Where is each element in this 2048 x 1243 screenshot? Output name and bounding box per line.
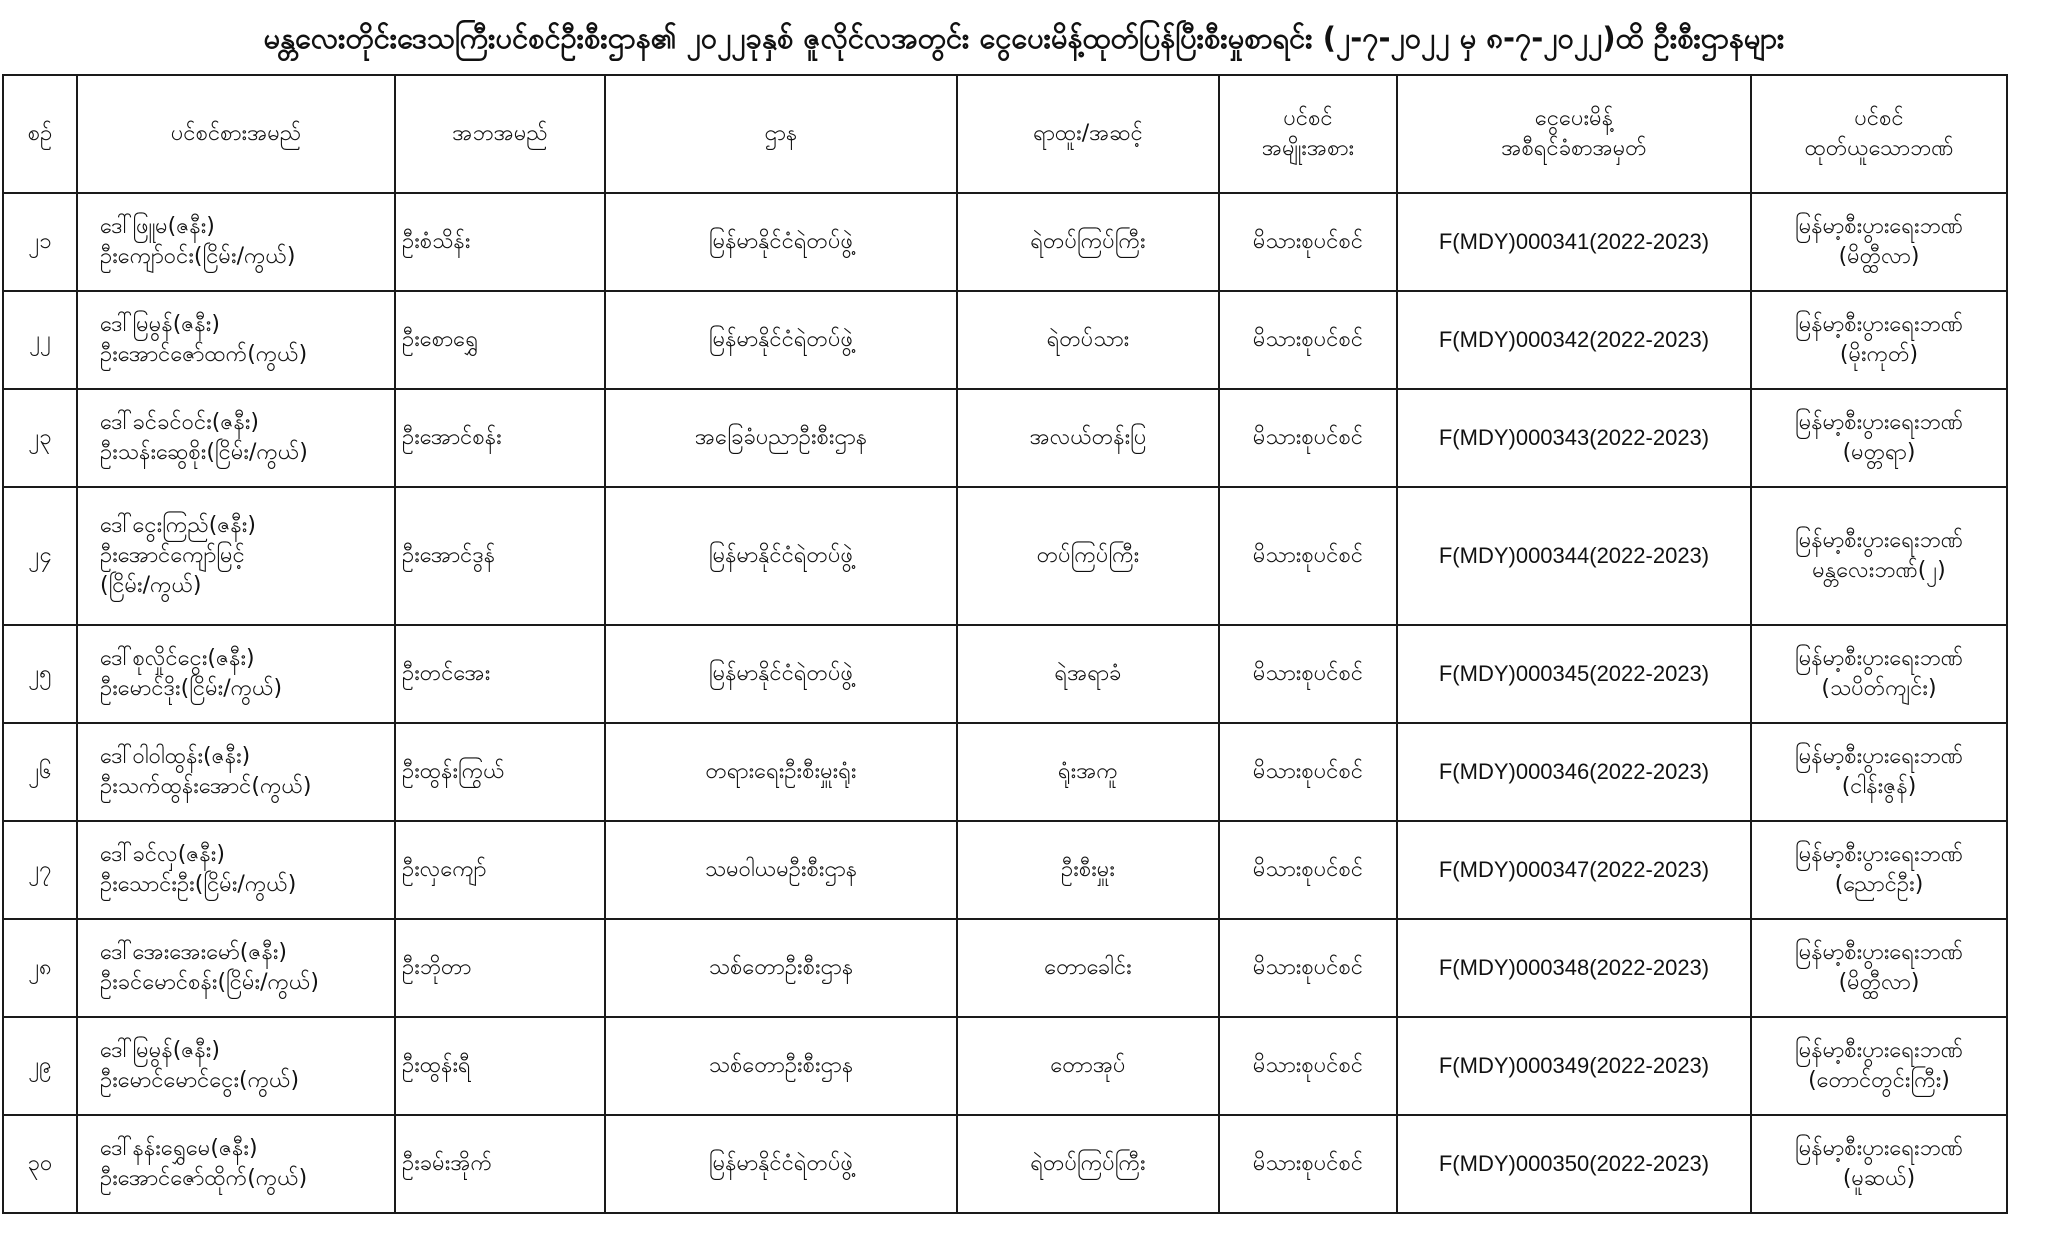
bank-line: (ငါန်းဇွန်) [1841, 774, 1917, 799]
cell-payment-permit: F(MDY)000349(2022-2023) [1397, 1017, 1751, 1115]
bank-line: (မိုးကုတ်) [1839, 342, 1919, 367]
pensioner-name-line: ဒေါ်ငွေးကြည်(ဇနီး) [100, 513, 256, 538]
cell-position: ရဲအရာခံ [957, 625, 1219, 723]
cell-position: ရဲတပ်သား [957, 291, 1219, 389]
cell-position: ဦးစီးမှူး [957, 821, 1219, 919]
bank-line: မြန်မာ့စီးပွားရေးဘဏ် [1795, 528, 1963, 553]
table-row [3, 625, 2007, 723]
cell-department: မြန်မာနိုင်ငံရဲတပ်ဖွဲ့ [605, 487, 957, 625]
pensioner-name-line: (ငြိမ်း/ကွယ်) [100, 573, 202, 598]
cell-pension-type: မိသားစုပင်စင် [1219, 487, 1397, 625]
cell-no: ၂၉ [3, 1017, 77, 1115]
pensioner-name-line: ဦးသက်ထွန်းအောင်(ကွယ်) [100, 774, 312, 799]
cell-department: သစ်တောဦးစီးဌာန [605, 919, 957, 1017]
cell-department: တရားရေးဦးစီးမှူးရုံး [605, 723, 957, 821]
bank-line: မြန်မာ့စီးပွားရေးဘဏ် [1795, 646, 1963, 671]
cell-father-name: ဦးတင်အေး [395, 625, 605, 723]
pensioner-name-line: ဦးသောင်းဦး(ငြိမ်း/ကွယ်) [100, 872, 297, 897]
cell-pensioner-name [77, 487, 395, 625]
cell-pension-type: မိသားစုပင်စင် [1219, 389, 1397, 487]
header-pensioner-name: ပင်စင်စားအမည် [77, 75, 395, 193]
table-row [3, 193, 2007, 291]
bank-line: (မတ္တရာ) [1842, 440, 1916, 465]
pensioner-name-line: ဦးသန်းဆွေစိုး(ငြိမ်း/ကွယ်) [100, 440, 308, 465]
pensioner-name-line: ဒေါ်ဖြူမ(ဇနီး) [100, 214, 215, 239]
bank-line: မြန်မာ့စီးပွားရေးဘဏ် [1795, 842, 1963, 867]
cell-bank [1751, 193, 2007, 291]
header-no: စဉ် [3, 75, 77, 193]
cell-pension-type: မိသားစုပင်စင် [1219, 291, 1397, 389]
cell-father-name: ဦးအောင်ဒွန် [395, 487, 605, 625]
pensioner-name-line: ဒေါ်ခင်လှ(ဇနီး) [100, 842, 225, 867]
table-body [3, 193, 2007, 1213]
cell-father-name: ဦးဘိုတာ [395, 919, 605, 1017]
cell-department: မြန်မာနိုင်ငံရဲတပ်ဖွဲ့ [605, 1115, 957, 1213]
cell-payment-permit: F(MDY)000345(2022-2023) [1397, 625, 1751, 723]
bank-line: (မိတ္ထီလာ) [1838, 970, 1920, 995]
cell-bank [1751, 487, 2007, 625]
cell-no: ၂၁ [3, 193, 77, 291]
cell-pensioner-name [77, 193, 395, 291]
pensioner-name-line: ဦးအောင်ဇော်ထက်(ကွယ်) [100, 342, 308, 367]
bank-line: မြန်မာ့စီးပွားရေးဘဏ် [1795, 312, 1963, 337]
pensioner-name-line: ဦးကျော်ဝင်း(ငြိမ်း/ကွယ်) [100, 244, 296, 269]
bank-line: (မူဆယ်) [1842, 1166, 1916, 1191]
cell-pension-type: မိသားစုပင်စင် [1219, 919, 1397, 1017]
header-bank-line-2: ထုတ်ယူသောဘဏ် [1804, 136, 1954, 161]
bank-line: (တောင်တွင်းကြီး) [1808, 1068, 1950, 1093]
bank-line: (သပိတ်ကျင်း) [1821, 676, 1937, 701]
cell-father-name: ဦးအောင်စန်း [395, 389, 605, 487]
bank-line: မြန်မာ့စီးပွားရေးဘဏ် [1795, 1038, 1963, 1063]
header-pension-type-line-1: ပင်စင် [1283, 106, 1333, 131]
cell-pension-type: မိသားစုပင်စင် [1219, 723, 1397, 821]
cell-department: မြန်မာနိုင်ငံရဲတပ်ဖွဲ့ [605, 625, 957, 723]
bank-line: (မိတ္ထီလာ) [1838, 244, 1920, 269]
cell-father-name: ဦးစံသိန်း [395, 193, 605, 291]
cell-no: ၂၅ [3, 625, 77, 723]
cell-father-name: ဦးထွန်းကြွယ် [395, 723, 605, 821]
cell-bank [1751, 821, 2007, 919]
table-row [3, 389, 2007, 487]
cell-payment-permit: F(MDY)000343(2022-2023) [1397, 389, 1751, 487]
cell-position: တပ်ကြပ်ကြီး [957, 487, 1219, 625]
pensioner-name-line: ဒေါ်မြမွန်(ဇနီး) [100, 312, 220, 337]
cell-payment-permit: F(MDY)000347(2022-2023) [1397, 821, 1751, 919]
bank-line: (ညောင်ဦး) [1834, 872, 1924, 897]
pensioner-name-line: ဒေါ်မြမွန်(ဇနီး) [100, 1038, 220, 1063]
bank-line: မြန်မာ့စီးပွားရေးဘဏ် [1795, 744, 1963, 769]
pensioner-name-line: ဒေါ်ခင်ခင်ဝင်း(ဇနီး) [100, 410, 260, 435]
header-pension-type [1219, 75, 1397, 193]
pensioner-name-line: ဦးခင်မောင်စန်း(ငြိမ်း/ကွယ်) [100, 970, 319, 995]
page-title: မန္တလေးတိုင်းဒေသကြီးပင်စင်ဦးစီးဌာန၏ ၂၀၂၂ခုနှစ် ဇူလိုင်လအတွင်း ငွေပေးမိန့်ထုတ်ပြန်ပြီးစီးမှုစာရင်း (၂-၇-၂၀၂၂ မှ ၈-၇-၂၀၂၂)ထိ ဦးစီးဌာနများ [263, 21, 1785, 55]
cell-bank [1751, 389, 2007, 487]
cell-department: သစ်တောဦးစီးဌာန [605, 1017, 957, 1115]
cell-pension-type: မိသားစုပင်စင် [1219, 625, 1397, 723]
bank-line: မြန်မာ့စီးပွားရေးဘဏ် [1795, 940, 1963, 965]
header-department: ဌာန [605, 75, 957, 193]
cell-no: ၂၈ [3, 919, 77, 1017]
cell-father-name: ဦးလှကျော် [395, 821, 605, 919]
table-row [3, 919, 2007, 1017]
cell-no: ၂၇ [3, 821, 77, 919]
header-pension-type-line-2: အမျိုးအစား [1261, 136, 1355, 161]
header-position: ရာထူး/အဆင့် [957, 75, 1219, 193]
table-row [3, 1017, 2007, 1115]
cell-payment-permit: F(MDY)000341(2022-2023) [1397, 193, 1751, 291]
cell-pensioner-name [77, 1017, 395, 1115]
pensioner-name-line: ဒေါ်စုလှိုင်ငွေး(ဇနီး) [100, 646, 255, 671]
bank-line: မြန်မာ့စီးပွားရေးဘဏ် [1795, 410, 1963, 435]
cell-pensioner-name [77, 389, 395, 487]
cell-bank [1751, 1017, 2007, 1115]
cell-pensioner-name [77, 1115, 395, 1213]
cell-pensioner-name [77, 821, 395, 919]
cell-payment-permit: F(MDY)000346(2022-2023) [1397, 723, 1751, 821]
cell-father-name: ဦးစောရွှေ [395, 291, 605, 389]
cell-department: မြန်မာနိုင်ငံရဲတပ်ဖွဲ့ [605, 291, 957, 389]
cell-department: အခြေခံပညာဦးစီးဌာန [605, 389, 957, 487]
pensioner-name-line: ဦးမောင်မောင်ငွေး(ကွယ်) [100, 1068, 300, 1093]
table-header-row [3, 75, 2007, 193]
pension-records-table [2, 74, 2008, 1214]
pensioner-name-line: ဒေါ်အေးအေးမော်(ဇနီး) [100, 940, 287, 965]
cell-father-name: ဦးခမ်းအိုက် [395, 1115, 605, 1213]
header-payment-permit-line-1: ငွေပေးမိန့် [1534, 106, 1614, 131]
cell-pension-type: မိသားစုပင်စင် [1219, 1017, 1397, 1115]
table-row [3, 291, 2007, 389]
cell-bank [1751, 723, 2007, 821]
cell-no: ၂၆ [3, 723, 77, 821]
cell-pensioner-name [77, 625, 395, 723]
header-bank-line-1: ပင်စင် [1854, 106, 1904, 131]
cell-department: မြန်မာနိုင်ငံရဲတပ်ဖွဲ့ [605, 193, 957, 291]
cell-pensioner-name [77, 919, 395, 1017]
cell-no: ၂၃ [3, 389, 77, 487]
cell-position: တောခေါင်း [957, 919, 1219, 1017]
bank-line: မြန်မာ့စီးပွားရေးဘဏ် [1795, 214, 1963, 239]
pensioner-name-line: ဦးမောင်ဒိုး(ငြိမ်း/ကွယ်) [100, 676, 283, 701]
cell-bank [1751, 625, 2007, 723]
cell-bank [1751, 1115, 2007, 1213]
pensioner-name-line: ဒေါ်ဝါဝါထွန်း(ဇနီး) [100, 744, 251, 769]
bank-line: မြန်မာ့စီးပွားရေးဘဏ် [1795, 1136, 1963, 1161]
cell-pension-type: မိသားစုပင်စင် [1219, 193, 1397, 291]
pensioner-name-line: ဦးအောင်ဇော်ထိုက်(ကွယ်) [100, 1166, 308, 1191]
header-bank [1751, 75, 2007, 193]
cell-no: ၂၂ [3, 291, 77, 389]
header-payment-permit [1397, 75, 1751, 193]
cell-pensioner-name [77, 291, 395, 389]
cell-position: အလယ်တန်းပြ [957, 389, 1219, 487]
cell-bank [1751, 291, 2007, 389]
cell-no: ၂၄ [3, 487, 77, 625]
cell-payment-permit: F(MDY)000348(2022-2023) [1397, 919, 1751, 1017]
cell-payment-permit: F(MDY)000350(2022-2023) [1397, 1115, 1751, 1213]
table-row [3, 487, 2007, 625]
header-father-name: အဘအမည် [395, 75, 605, 193]
cell-position: တောအုပ် [957, 1017, 1219, 1115]
pensioner-name-line: ဦးအောင်ကျော်မြင့် [100, 543, 245, 568]
cell-father-name: ဦးထွန်းရီ [395, 1017, 605, 1115]
cell-bank [1751, 919, 2007, 1017]
bank-line: မန္တလေးဘဏ်(၂) [1812, 558, 1946, 583]
cell-position: ရုံးအကူ [957, 723, 1219, 821]
table-row [3, 821, 2007, 919]
cell-no: ၃၀ [3, 1115, 77, 1213]
table-row [3, 1115, 2007, 1213]
cell-payment-permit: F(MDY)000342(2022-2023) [1397, 291, 1751, 389]
cell-payment-permit: F(MDY)000344(2022-2023) [1397, 487, 1751, 625]
cell-pensioner-name [77, 723, 395, 821]
header-payment-permit-line-2: အစီရင်ခံစာအမှတ် [1501, 136, 1647, 161]
cell-position: ရဲတပ်ကြပ်ကြီး [957, 193, 1219, 291]
cell-pension-type: မိသားစုပင်စင် [1219, 1115, 1397, 1213]
table-row [3, 723, 2007, 821]
cell-pension-type: မိသားစုပင်စင် [1219, 821, 1397, 919]
pensioner-name-line: ဒေါ်နန်းရွှေမေ(ဇနီး) [100, 1136, 258, 1161]
cell-department: သမဝါယမဦးစီးဌာန [605, 821, 957, 919]
cell-position: ရဲတပ်ကြပ်ကြီး [957, 1115, 1219, 1213]
